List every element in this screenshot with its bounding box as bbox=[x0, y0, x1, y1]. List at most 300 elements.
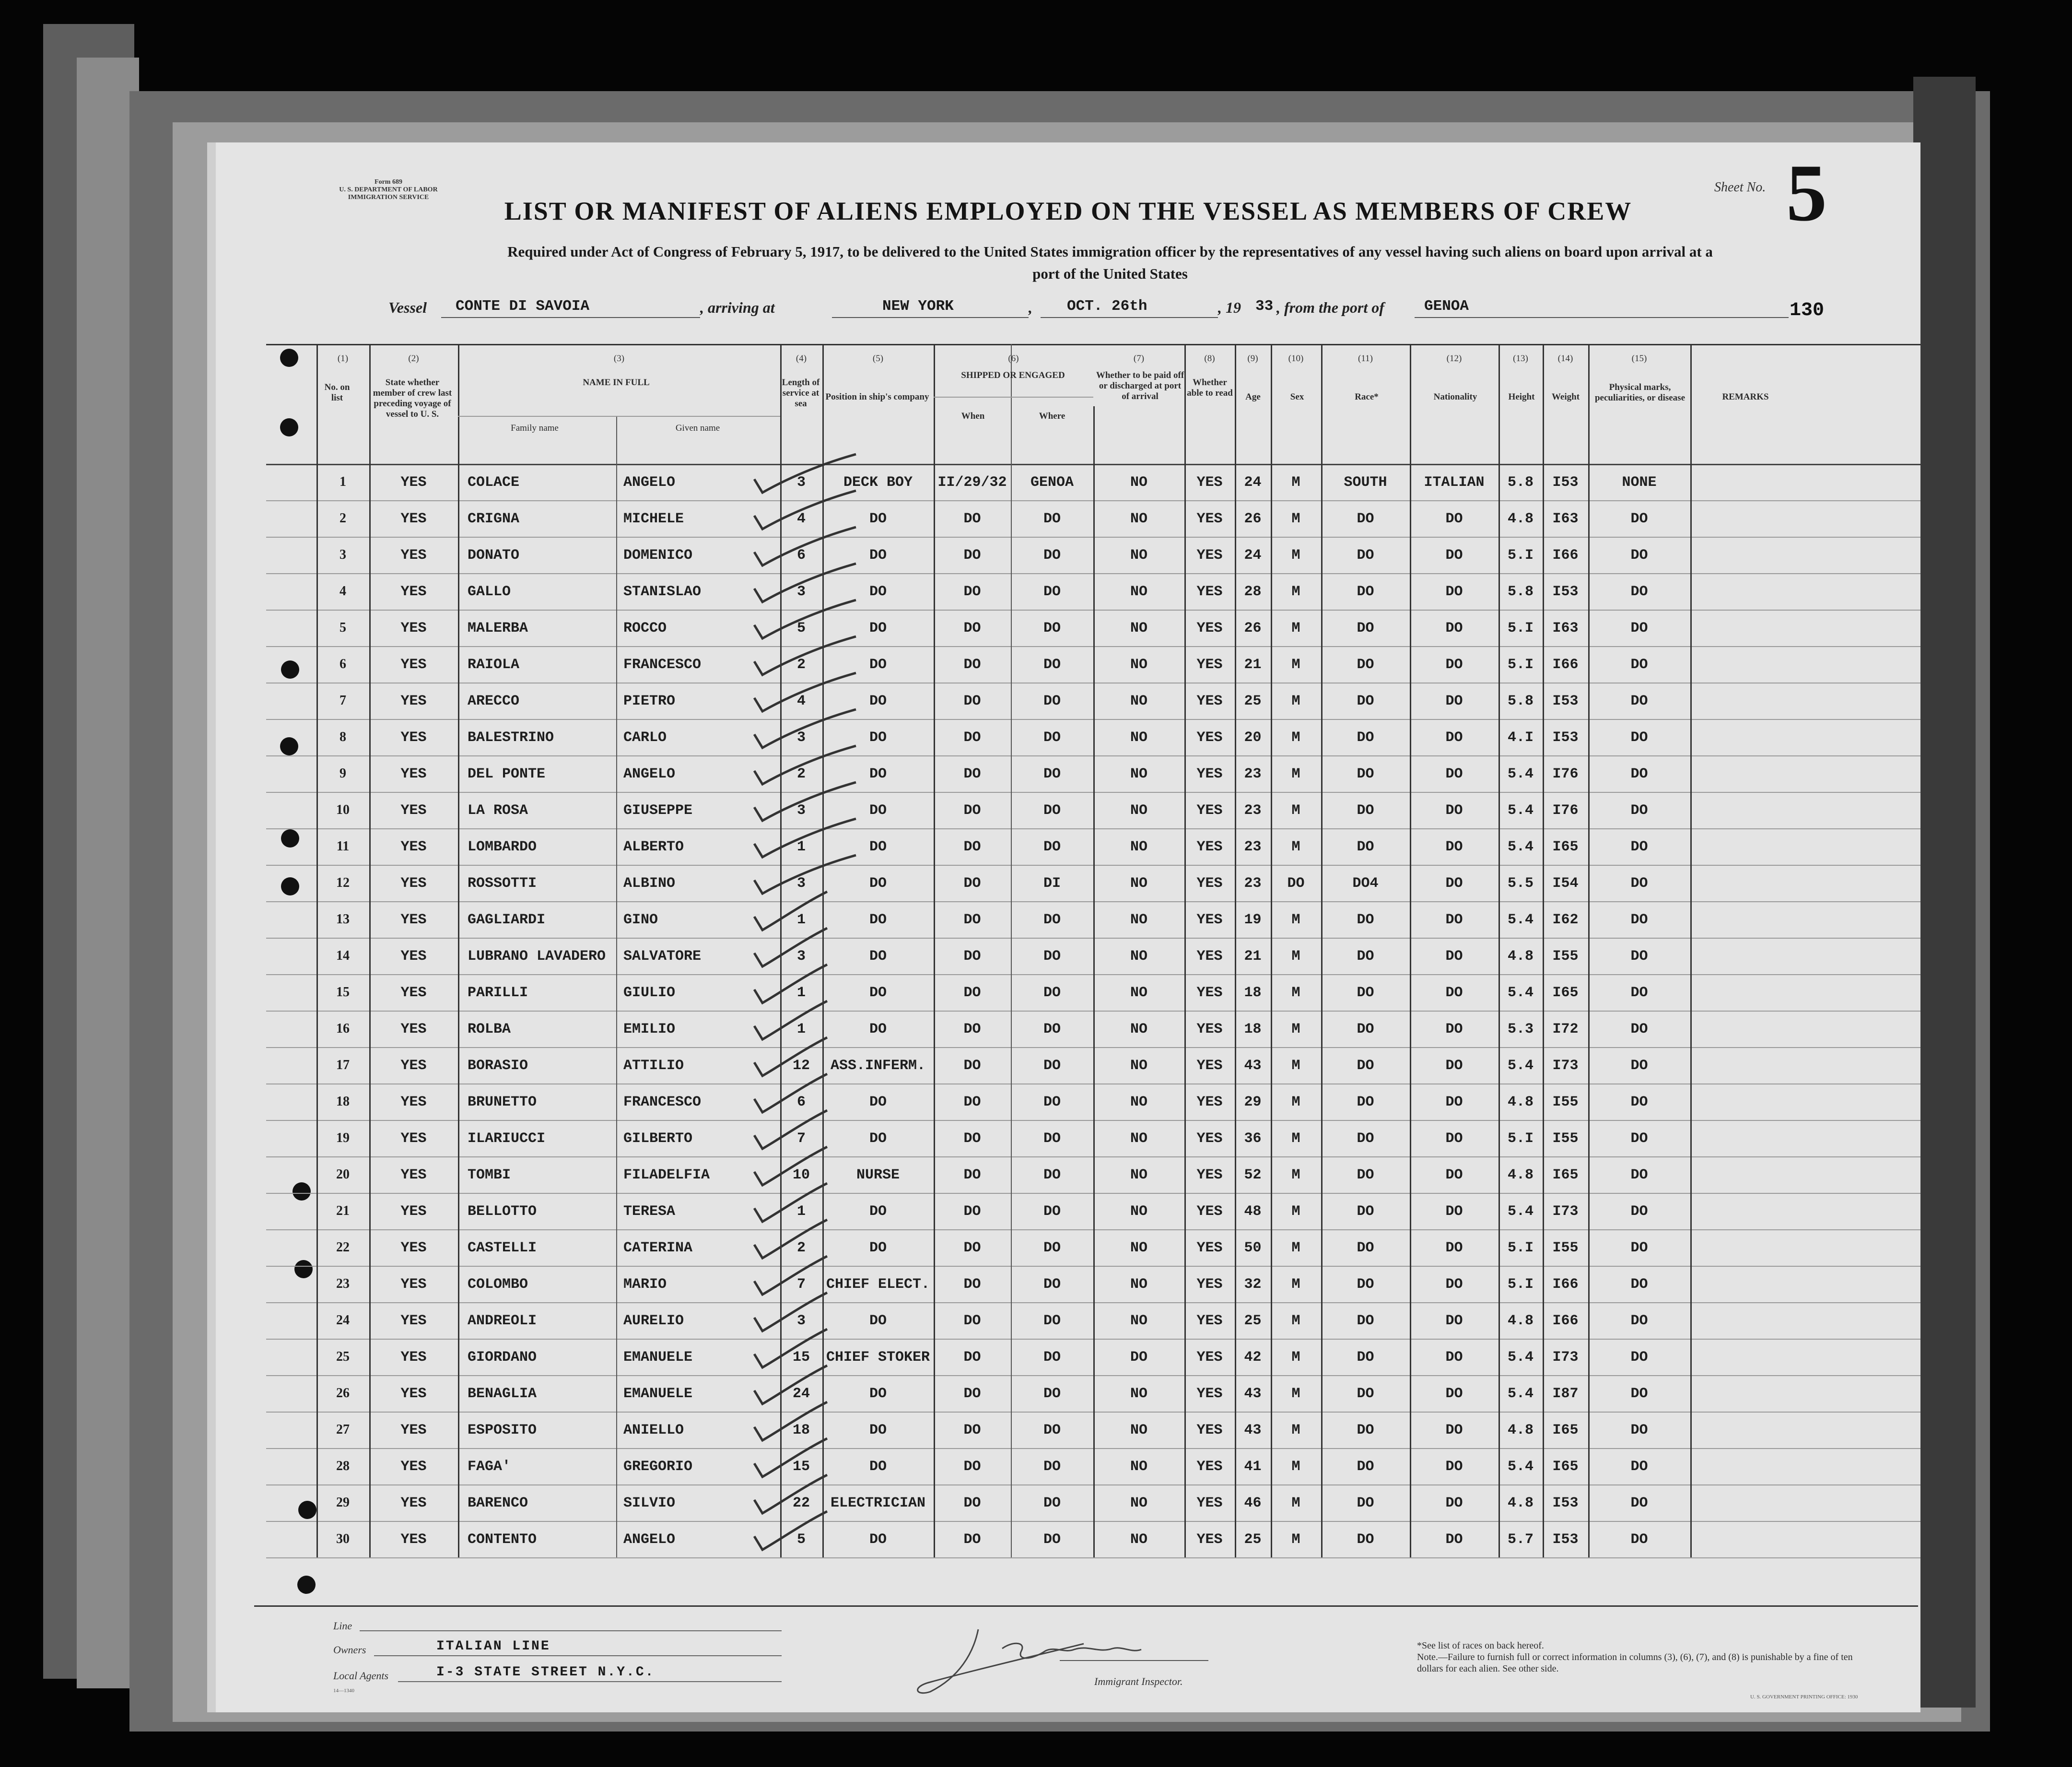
row-number-cell: 6 bbox=[339, 657, 346, 671]
table-row bbox=[266, 683, 1920, 719]
length-of-service-cell: 1 bbox=[796, 985, 806, 1001]
row-rule bbox=[266, 1557, 1920, 1558]
family-name-cell: BENAGLIA bbox=[468, 1386, 537, 1402]
height-cell: 5.4 bbox=[1507, 1203, 1534, 1220]
paid-off-cell: NO bbox=[1130, 511, 1147, 527]
weight-cell: I55 bbox=[1552, 948, 1579, 965]
sex-cell: M bbox=[1291, 584, 1300, 600]
able-to-read-cell: YES bbox=[1196, 948, 1223, 965]
row-number-cell: 8 bbox=[339, 730, 346, 744]
nationality-cell: DO bbox=[1445, 657, 1463, 673]
table-row bbox=[266, 646, 1920, 683]
table-row bbox=[266, 1156, 1920, 1193]
position-cell: NURSE bbox=[856, 1167, 900, 1183]
shipped-where-cell: DO bbox=[1043, 1495, 1061, 1511]
paid-off-cell: NO bbox=[1130, 1459, 1147, 1475]
sex-cell: M bbox=[1291, 1495, 1300, 1511]
given-name-cell: SILVIO bbox=[623, 1495, 676, 1511]
header-physical-marks: Physical marks, peculiarities, or disease bbox=[1594, 382, 1686, 403]
age-cell: 26 bbox=[1244, 511, 1262, 527]
member-of-crew-cell: YES bbox=[400, 511, 427, 527]
member-of-crew-cell: YES bbox=[400, 802, 427, 819]
row-number-cell: 27 bbox=[336, 1422, 350, 1437]
position-cell: DO bbox=[869, 730, 887, 746]
header-remarks: REMARKS bbox=[1722, 392, 1769, 402]
row-number-cell: 5 bbox=[339, 620, 346, 635]
weight-cell: I55 bbox=[1552, 1094, 1579, 1110]
weight-cell: I53 bbox=[1552, 474, 1579, 491]
paid-off-cell: NO bbox=[1130, 693, 1147, 709]
sex-cell: M bbox=[1291, 1313, 1300, 1329]
family-name-cell: CONTENTO bbox=[468, 1531, 537, 1548]
family-name-cell: BALESTRINO bbox=[468, 730, 554, 746]
shipped-when-cell: DO bbox=[963, 912, 981, 928]
shipped-where-cell: DO bbox=[1043, 948, 1061, 965]
race-cell: DO bbox=[1357, 1094, 1374, 1110]
crew-table bbox=[266, 344, 1920, 1639]
family-name-cell: GAGLIARDI bbox=[468, 912, 546, 928]
row-number-cell: 26 bbox=[336, 1386, 350, 1401]
age-cell: 23 bbox=[1244, 839, 1262, 855]
column-number: (1) bbox=[337, 353, 349, 364]
able-to-read-cell: YES bbox=[1196, 1531, 1223, 1548]
family-name-cell: ARECCO bbox=[468, 693, 520, 709]
shipped-when-cell: DO bbox=[963, 985, 981, 1001]
given-name-cell: EMANUELE bbox=[623, 1386, 693, 1402]
shipped-when-cell: DO bbox=[963, 1313, 981, 1329]
sex-cell: DO bbox=[1287, 875, 1305, 892]
shipped-when-cell: DO bbox=[963, 802, 981, 819]
age-cell: 19 bbox=[1244, 912, 1262, 928]
vessel-rule bbox=[441, 317, 700, 318]
physical-marks-cell: DO bbox=[1630, 1276, 1648, 1293]
race-cell: DO bbox=[1357, 1349, 1374, 1366]
shipped-where-cell: DO bbox=[1043, 730, 1061, 746]
position-cell: DO bbox=[869, 839, 887, 855]
physical-marks-cell: DO bbox=[1630, 1131, 1648, 1147]
physical-marks-cell: DO bbox=[1630, 766, 1648, 782]
family-name-cell: GALLO bbox=[468, 584, 511, 600]
member-of-crew-cell: YES bbox=[400, 948, 427, 965]
member-of-crew-cell: YES bbox=[400, 875, 427, 892]
row-number-cell: 19 bbox=[336, 1131, 350, 1145]
age-cell: 48 bbox=[1244, 1203, 1262, 1220]
age-cell: 21 bbox=[1244, 657, 1262, 673]
age-cell: 52 bbox=[1244, 1167, 1262, 1183]
age-cell: 25 bbox=[1244, 693, 1262, 709]
weight-cell: I72 bbox=[1552, 1021, 1579, 1037]
table-row bbox=[266, 1266, 1920, 1302]
family-name-cell: BELLOTTO bbox=[468, 1203, 537, 1220]
nationality-cell: DO bbox=[1445, 948, 1463, 965]
race-cell: DO bbox=[1357, 657, 1374, 673]
sex-cell: M bbox=[1291, 1349, 1300, 1366]
height-cell: 5.4 bbox=[1507, 1386, 1534, 1402]
weight-cell: I55 bbox=[1552, 1240, 1579, 1256]
family-name-cell: ESPOSITO bbox=[468, 1422, 537, 1438]
weight-cell: I63 bbox=[1552, 511, 1579, 527]
shipped-when-cell: DO bbox=[963, 1531, 981, 1548]
manifest-footer bbox=[216, 1605, 1920, 1711]
member-of-crew-cell: YES bbox=[400, 1422, 427, 1438]
age-cell: 43 bbox=[1244, 1386, 1262, 1402]
race-cell: DO bbox=[1357, 584, 1374, 600]
column-number: (11) bbox=[1358, 353, 1373, 364]
row-number-cell: 15 bbox=[336, 985, 350, 1000]
given-name-cell: EMANUELE bbox=[623, 1349, 693, 1366]
length-of-service-cell: 22 bbox=[792, 1495, 810, 1511]
column-number: (12) bbox=[1446, 353, 1462, 364]
shipped-when-cell: DO bbox=[963, 1495, 981, 1511]
sex-cell: M bbox=[1291, 802, 1300, 819]
sex-cell: M bbox=[1291, 1167, 1300, 1183]
family-name-cell: LOMBARDO bbox=[468, 839, 537, 855]
agents-label: Local Agents bbox=[333, 1670, 389, 1682]
header-family-name: Family name bbox=[511, 423, 559, 433]
nationality-cell: DO bbox=[1445, 1240, 1463, 1256]
member-of-crew-cell: YES bbox=[400, 1094, 427, 1110]
family-name-cell: LUBRANO LAVADERO bbox=[468, 948, 606, 965]
length-of-service-cell: 3 bbox=[796, 474, 806, 491]
height-cell: 5.4 bbox=[1507, 766, 1534, 782]
sex-cell: M bbox=[1291, 474, 1300, 491]
nationality-cell: DO bbox=[1445, 839, 1463, 855]
nationality-cell: DO bbox=[1445, 1313, 1463, 1329]
table-row bbox=[266, 537, 1920, 573]
able-to-read-cell: YES bbox=[1196, 1495, 1223, 1511]
table-row bbox=[266, 1375, 1920, 1412]
penalty-note: Note.—Failure to furnish full or correct information in columns (3), (6), (7), and (8) is punishable by a fine of ten dollars for each alien. See other side. bbox=[1417, 1652, 1853, 1674]
column-number: (9) bbox=[1247, 353, 1258, 364]
physical-marks-cell: DO bbox=[1630, 1386, 1648, 1402]
height-cell: 4.8 bbox=[1507, 1313, 1534, 1329]
paid-off-cell: NO bbox=[1130, 1203, 1147, 1220]
race-cell: DO bbox=[1357, 985, 1374, 1001]
able-to-read-cell: YES bbox=[1196, 511, 1223, 527]
sex-cell: M bbox=[1291, 1459, 1300, 1475]
able-to-read-cell: YES bbox=[1196, 839, 1223, 855]
height-cell: 5.I bbox=[1507, 657, 1534, 673]
family-name-cell: PARILLI bbox=[468, 985, 528, 1001]
header-sex: Sex bbox=[1290, 392, 1304, 402]
shipped-where-cell: DO bbox=[1043, 766, 1061, 782]
given-name-cell: FRANCESCO bbox=[623, 657, 702, 673]
weight-cell: I65 bbox=[1552, 1459, 1579, 1475]
physical-marks-cell: DO bbox=[1630, 1349, 1648, 1366]
line-rule bbox=[360, 1630, 782, 1631]
length-of-service-cell: 15 bbox=[792, 1459, 810, 1475]
table-row bbox=[266, 1412, 1920, 1448]
paid-off-cell: NO bbox=[1130, 1058, 1147, 1074]
age-cell: 20 bbox=[1244, 730, 1262, 746]
table-row bbox=[266, 1047, 1920, 1084]
age-cell: 32 bbox=[1244, 1276, 1262, 1293]
nationality-cell: DO bbox=[1445, 1276, 1463, 1293]
shipped-where-cell: DO bbox=[1043, 1203, 1061, 1220]
shipped-when-cell: DO bbox=[963, 584, 981, 600]
able-to-read-cell: YES bbox=[1196, 1094, 1223, 1110]
year-suffix: 33 bbox=[1255, 298, 1274, 315]
sex-cell: M bbox=[1291, 547, 1300, 564]
shipped-where-cell: DO bbox=[1043, 1531, 1061, 1548]
row-number-cell: 28 bbox=[336, 1459, 350, 1473]
column-number: (7) bbox=[1133, 353, 1145, 364]
given-name-cell: ROCCO bbox=[623, 620, 667, 636]
height-cell: 5.4 bbox=[1507, 1459, 1534, 1475]
row-number-cell: 13 bbox=[336, 912, 350, 927]
table-row bbox=[266, 1084, 1920, 1120]
year-prefix: , 19 bbox=[1218, 299, 1241, 316]
able-to-read-cell: YES bbox=[1196, 766, 1223, 782]
shipped-where-cell: DO bbox=[1043, 620, 1061, 636]
able-to-read-cell: YES bbox=[1196, 1167, 1223, 1183]
age-cell: 42 bbox=[1244, 1349, 1262, 1366]
row-number-cell: 3 bbox=[339, 547, 346, 562]
shipped-when-cell: DO bbox=[963, 839, 981, 855]
printer-credit: U. S. GOVERNMENT PRINTING OFFICE: 1930 bbox=[1750, 1694, 1858, 1700]
paid-off-cell: NO bbox=[1130, 1021, 1147, 1037]
given-name-cell: MARIO bbox=[623, 1276, 667, 1293]
position-cell: DO bbox=[869, 912, 887, 928]
race-cell: DO bbox=[1357, 1021, 1374, 1037]
family-name-cell: BARENCO bbox=[468, 1495, 528, 1511]
paid-off-cell: NO bbox=[1130, 1094, 1147, 1110]
inspector-signature bbox=[901, 1615, 1208, 1706]
sex-cell: M bbox=[1291, 1203, 1300, 1220]
position-cell: DECK BOY bbox=[843, 474, 913, 491]
form-number: Form 689 bbox=[375, 178, 402, 186]
position-cell: DO bbox=[869, 875, 887, 892]
row-number-cell: 18 bbox=[336, 1094, 350, 1109]
able-to-read-cell: YES bbox=[1196, 1021, 1223, 1037]
able-to-read-cell: YES bbox=[1196, 1386, 1223, 1402]
shipped-when-cell: DO bbox=[963, 1386, 981, 1402]
member-of-crew-cell: YES bbox=[400, 1276, 427, 1293]
length-of-service-cell: 1 bbox=[796, 912, 806, 928]
length-of-service-cell: 3 bbox=[796, 1313, 806, 1329]
row-number-cell: 10 bbox=[336, 802, 350, 817]
family-name-cell: FAGA' bbox=[468, 1459, 511, 1475]
given-name-cell: DOMENICO bbox=[623, 547, 693, 564]
position-cell: DO bbox=[869, 1094, 887, 1110]
given-name-cell: CARLO bbox=[623, 730, 667, 746]
shipped-when-cell: DO bbox=[963, 1167, 981, 1183]
member-of-crew-cell: YES bbox=[400, 1058, 427, 1074]
given-name-cell: ATTILIO bbox=[623, 1058, 684, 1074]
paid-off-cell: NO bbox=[1130, 1495, 1147, 1511]
length-of-service-cell: 15 bbox=[792, 1349, 810, 1366]
physical-marks-cell: DO bbox=[1630, 511, 1648, 527]
footer-top-rule bbox=[254, 1605, 1918, 1607]
position-cell: DO bbox=[869, 985, 887, 1001]
sex-cell: M bbox=[1291, 766, 1300, 782]
height-cell: 5.4 bbox=[1507, 1349, 1534, 1366]
row-number-cell: 9 bbox=[339, 766, 346, 781]
shipped-when-cell: DO bbox=[963, 1240, 981, 1256]
arriving-label: , arriving at bbox=[700, 299, 775, 316]
member-of-crew-cell: YES bbox=[400, 1313, 427, 1329]
position-cell: DO bbox=[869, 1313, 887, 1329]
age-cell: 23 bbox=[1244, 766, 1262, 782]
length-of-service-cell: 1 bbox=[796, 1203, 806, 1220]
sex-cell: M bbox=[1291, 1422, 1300, 1438]
family-name-cell: ANDREOLI bbox=[468, 1313, 537, 1329]
race-cell: DO bbox=[1357, 948, 1374, 965]
given-name-cell: PIETRO bbox=[623, 693, 676, 709]
header-nationality: Nationality bbox=[1433, 392, 1477, 402]
member-of-crew-cell: YES bbox=[400, 584, 427, 600]
row-number-cell: 17 bbox=[336, 1058, 350, 1072]
sex-cell: M bbox=[1291, 1276, 1300, 1293]
able-to-read-cell: YES bbox=[1196, 1422, 1223, 1438]
name-sub-rule bbox=[458, 416, 780, 417]
position-cell: DO bbox=[869, 1021, 887, 1037]
table-row bbox=[266, 573, 1920, 610]
nationality-cell: DO bbox=[1445, 1459, 1463, 1475]
weight-cell: I66 bbox=[1552, 547, 1579, 564]
shipped-where-cell: DO bbox=[1043, 912, 1061, 928]
physical-marks-cell: DO bbox=[1630, 1459, 1648, 1475]
height-cell: 5.3 bbox=[1507, 1021, 1534, 1037]
height-cell: 4.8 bbox=[1507, 1495, 1534, 1511]
shipped-where-cell: DO bbox=[1043, 1167, 1061, 1183]
member-of-crew-cell: YES bbox=[400, 839, 427, 855]
column-number: (10) bbox=[1288, 353, 1304, 364]
age-cell: 26 bbox=[1244, 620, 1262, 636]
sex-cell: M bbox=[1291, 985, 1300, 1001]
family-name-cell: BORASIO bbox=[468, 1058, 528, 1074]
race-cell: DO bbox=[1357, 912, 1374, 928]
shipped-where-cell: DO bbox=[1043, 511, 1061, 527]
shipped-where-cell: DO bbox=[1043, 1094, 1061, 1110]
shipped-sub-rule bbox=[934, 397, 1093, 398]
form-small-number: 14—1340 bbox=[333, 1688, 354, 1694]
age-cell: 25 bbox=[1244, 1313, 1262, 1329]
race-cell: DO bbox=[1357, 1459, 1374, 1475]
length-of-service-cell: 5 bbox=[796, 1531, 806, 1548]
inspector-label: Immigrant Inspector. bbox=[1094, 1675, 1183, 1687]
header-race: Race* bbox=[1355, 392, 1379, 402]
paid-off-cell: NO bbox=[1130, 620, 1147, 636]
member-of-crew-cell: YES bbox=[400, 1203, 427, 1220]
height-cell: 5.8 bbox=[1507, 474, 1534, 491]
weight-cell: I73 bbox=[1552, 1058, 1579, 1074]
length-of-service-cell: 3 bbox=[796, 584, 806, 600]
physical-marks-cell: DO bbox=[1630, 1094, 1648, 1110]
race-cell: SOUTH bbox=[1344, 474, 1387, 491]
member-of-crew-cell: YES bbox=[400, 474, 427, 491]
race-cell: DO bbox=[1357, 511, 1374, 527]
age-cell: 24 bbox=[1244, 547, 1262, 564]
paid-off-cell: NO bbox=[1130, 1167, 1147, 1183]
shipped-when-cell: DO bbox=[963, 1058, 981, 1074]
shipped-when-cell: DO bbox=[963, 948, 981, 965]
weight-cell: I53 bbox=[1552, 1531, 1579, 1548]
line-label: Line bbox=[333, 1620, 352, 1632]
from-port-rule bbox=[1415, 317, 1789, 318]
able-to-read-cell: YES bbox=[1196, 985, 1223, 1001]
shipped-when-cell: DO bbox=[963, 875, 981, 892]
physical-marks-cell: DO bbox=[1630, 1021, 1648, 1037]
physical-marks-cell: DO bbox=[1630, 802, 1648, 819]
race-cell: DO bbox=[1357, 1203, 1374, 1220]
row-number-cell: 1 bbox=[339, 474, 346, 489]
vessel-line bbox=[216, 297, 1920, 321]
family-name-cell: DONATO bbox=[468, 547, 520, 564]
height-cell: 4.8 bbox=[1507, 1167, 1534, 1183]
subtitle-line-1: Required under Act of Congress of February 5, 1917, to be delivered to the United States immigration officer by the representatives of any vessel having such aliens on board upon arrival at a bbox=[507, 243, 1713, 260]
header-given-name: Given name bbox=[675, 423, 720, 433]
row-number-cell: 25 bbox=[336, 1349, 350, 1364]
length-of-service-cell: 3 bbox=[796, 802, 806, 819]
given-name-cell: ANGELO bbox=[623, 474, 676, 491]
nationality-cell: DO bbox=[1445, 511, 1463, 527]
nationality-cell: DO bbox=[1445, 1094, 1463, 1110]
age-cell: 36 bbox=[1244, 1131, 1262, 1147]
member-of-crew-cell: YES bbox=[400, 620, 427, 636]
table-row bbox=[266, 1120, 1920, 1156]
physical-marks-cell: DO bbox=[1630, 1313, 1648, 1329]
family-name-cell: ILARIUCCI bbox=[468, 1131, 546, 1147]
weight-cell: I65 bbox=[1552, 839, 1579, 855]
shipped-when-cell: II/29/32 bbox=[937, 474, 1007, 491]
position-cell: DO bbox=[869, 1131, 887, 1147]
paid-off-cell: NO bbox=[1130, 730, 1147, 746]
length-of-service-cell: 18 bbox=[792, 1422, 810, 1438]
height-cell: 5.I bbox=[1507, 1240, 1534, 1256]
position-cell: CHIEF ELECT. bbox=[826, 1276, 930, 1293]
shipped-where-cell: DO bbox=[1043, 1240, 1061, 1256]
row-number-cell: 16 bbox=[336, 1021, 350, 1036]
nationality-cell: DO bbox=[1445, 875, 1463, 892]
table-row bbox=[266, 500, 1920, 537]
vessel-name: CONTE DI SAVOIA bbox=[456, 298, 590, 315]
nationality-cell: DO bbox=[1445, 1386, 1463, 1402]
weight-cell: I73 bbox=[1552, 1349, 1579, 1366]
physical-marks-cell: DO bbox=[1630, 1495, 1648, 1511]
arriving-rule bbox=[832, 317, 1029, 318]
physical-marks-cell: DO bbox=[1630, 1203, 1648, 1220]
footer-notes bbox=[1417, 1640, 1868, 1674]
physical-marks-cell: DO bbox=[1630, 948, 1648, 965]
row-number-cell: 20 bbox=[336, 1167, 350, 1182]
family-name-cell: TOMBI bbox=[468, 1167, 511, 1183]
weight-cell: I65 bbox=[1552, 1167, 1579, 1183]
height-cell: 5.8 bbox=[1507, 584, 1534, 600]
shipped-when-cell: DO bbox=[963, 1203, 981, 1220]
paid-off-cell: NO bbox=[1130, 766, 1147, 782]
weight-cell: I65 bbox=[1552, 1422, 1579, 1438]
shipped-when-cell: DO bbox=[963, 1094, 981, 1110]
paid-off-cell: NO bbox=[1130, 1531, 1147, 1548]
shipped-where-cell: GENOA bbox=[1030, 474, 1074, 491]
vessel-label: Vessel bbox=[388, 299, 427, 316]
able-to-read-cell: YES bbox=[1196, 1131, 1223, 1147]
race-cell: DO bbox=[1357, 1495, 1374, 1511]
weight-cell: I63 bbox=[1552, 620, 1579, 636]
date-comma: , bbox=[1029, 299, 1032, 316]
able-to-read-cell: YES bbox=[1196, 474, 1223, 491]
table-row bbox=[266, 901, 1920, 938]
member-of-crew-cell: YES bbox=[400, 1349, 427, 1366]
member-of-crew-cell: YES bbox=[400, 547, 427, 564]
position-cell: DO bbox=[869, 802, 887, 819]
department-name: U. S. DEPARTMENT OF LABOR bbox=[339, 186, 438, 193]
physical-marks-cell: DO bbox=[1630, 839, 1648, 855]
given-name-cell: FILADELFIA bbox=[623, 1167, 710, 1183]
member-of-crew-cell: YES bbox=[400, 657, 427, 673]
height-cell: 5.7 bbox=[1507, 1531, 1534, 1548]
